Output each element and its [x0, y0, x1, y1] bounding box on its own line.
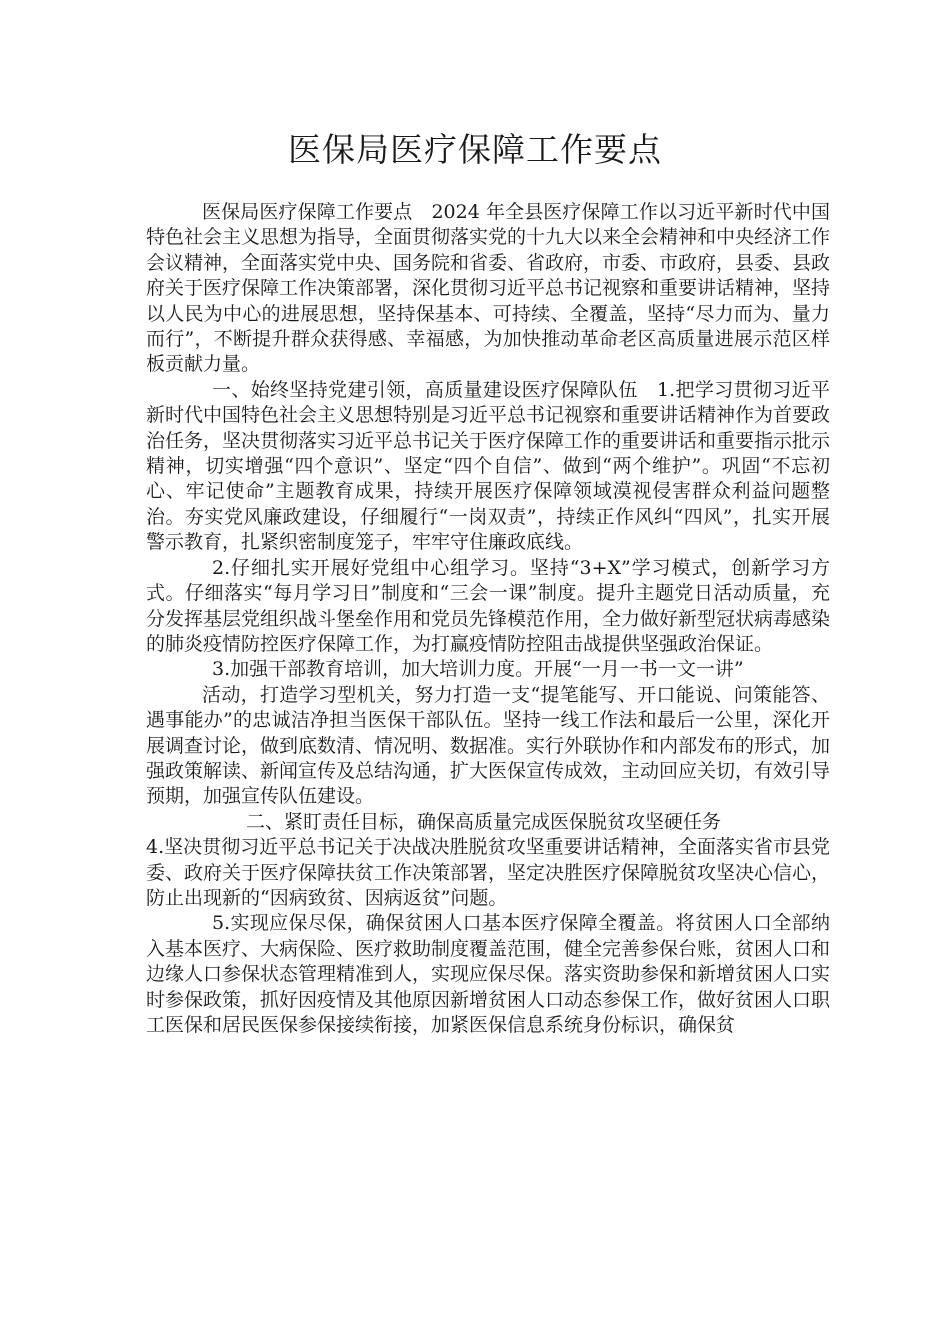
paragraph-section-1: 一、始终坚持党建引领，高质量建设医疗保障队伍 1.把学习贯彻习近平新时代中国特色社会主义思想特别是习近平总书记视察和重要讲话精神作为首要政治任务，坚决贯彻落实习近平总书记关于医疗保障工作的重要讲话和重要指示批示精神，切实增强“四个意识”、坚定“四个自信”、做到“两个维护”。巩固“不忘初心、牢记使命”主题教育成果，持续开展医疗保障领域漠视侵害群众利益问题整治。夯实党风廉政建设，仔细履行“一岗双责”，持续正作风纠“四风”，扎实开展警示教育，扎紧织密制度笼子，牢牢守住廉政底线。	[146, 378, 831, 554]
document-title: 医保局医疗保障工作要点	[288, 130, 662, 169]
paragraph-item-2: 2.仔细扎实开展好党组中心组学习。坚持“3+X”学习模式，创新学习方式。仔细落实“每月学习日”制度和“三会一课”制度。提升主题党日活动质量，充分发挥基层党组织战斗堡垒作用和党员先锋模范作用，全力做好新型冠状病毒感染的肺炎疫情防控医疗保障工作，为打赢疫情防控阻击战提供坚强政治保证。	[146, 556, 831, 655]
paragraph-item-5: 5.实现应保尽保，确保贫困人口基本医疗保障全覆盖。将贫困人口全部纳入基本医疗、大病保险、医疗救助制度覆盖范围，健全完善参保台账，贫困人口和边缘人口参保状态管理精准到人，实现应保尽保。落实资助参保和新增贫困人口实时参保政策，抓好因疫情及其他原因新增贫困人口动态参保工作，做好贫困人口职工医保和居民医保参保接续衔接，加紧医保信息系统身份标识，确保贫	[146, 912, 831, 1036]
paragraph-item-3-continued: 活动，打造学习型机关，努力打造一支“提笔能写、开口能说、问策能答、遇事能办”的忠诚洁净担当医保干部队伍。坚持一线工作法和最后一公里，深化开展调查讨论，做到底数清、情况明、数据准。实行外联协作和内部发布的形式，加强政策解读、新闻宣传及总结沟通，扩大医保宣传成效，主动回应关切，有效引导预期，加强宣传队伍建设。	[146, 683, 831, 808]
document-body	[146, 200, 830, 1038]
paragraph-item-3: 3.加强干部教育培训，加大培训力度。开展“一月一书一文一讲”	[212, 658, 744, 681]
paragraph-section-2-heading: 二、紧盯责任目标，确保高质量完成医保脱贫攻坚硬任务	[246, 810, 722, 833]
paragraph-item-4: 4.坚决贯彻习近平总书记关于决战决胜脱贫攻坚重要讲话精神，全面落实省市县党委、政府关于医疗保障扶贫工作决策部署，坚定决胜医疗保障脱贫攻坚决心信心，防止出现新的“因病致贫、因病返贫”问题。	[146, 836, 831, 909]
paragraph-intro: 医保局医疗保障工作要点 2024 年全县医疗保障工作以习近平新时代中国特色社会主义思想为指导，全面贯彻落实党的十九大以来全会精神和中央经济工作会议精神，全面落实党中央、国务院和省委、省政府，市委、市政府，县委、县政府关于医疗保障工作决策部署，深化贯彻习近平总书记视察和重要讲话精神，坚持以人民为中心的进展思想，坚持保基本、可持续、全覆盖，坚持“尽力而为、量力而行”，不断提升群众获得感、幸福感，为加快推动革命老区高质量进展示范区样板贡献力量。	[146, 201, 831, 376]
